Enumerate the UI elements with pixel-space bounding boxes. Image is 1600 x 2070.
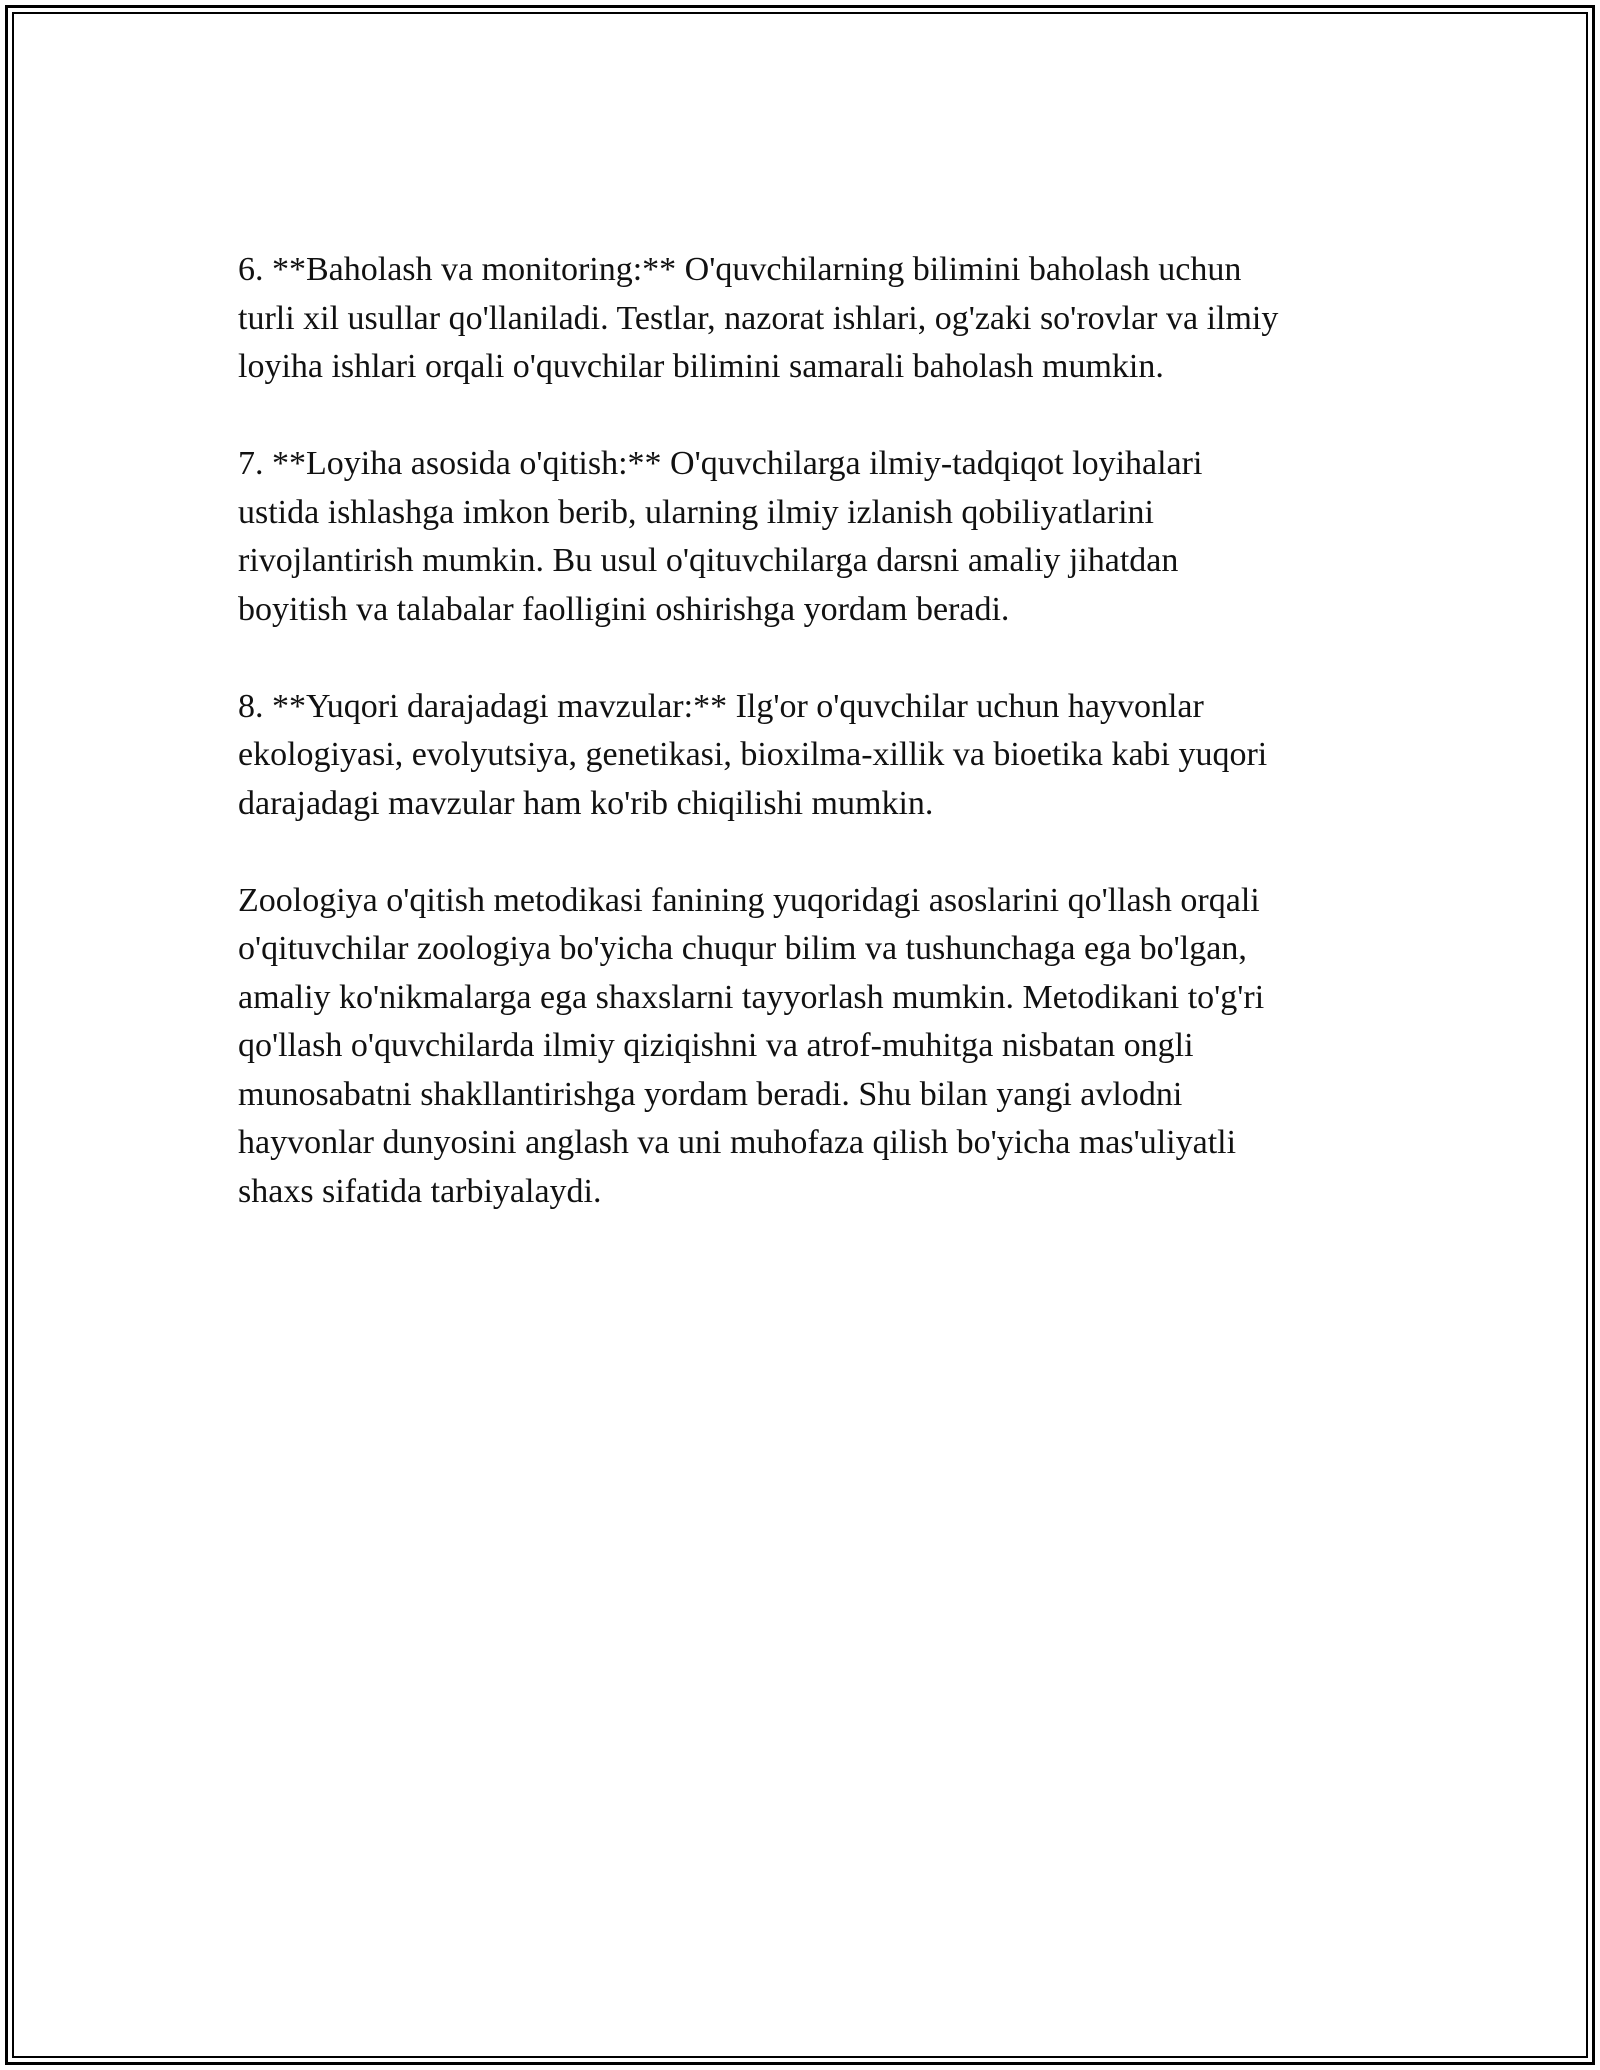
text-line: 7. **Loyiha asosida o'qitish:** O'quvchilarga ilmiy-tadqiqot loyihalari	[238, 445, 1203, 482]
paragraph-loyiha-asosida-oqitish	[238, 440, 1398, 634]
text-line: turli xil usullar qo'llaniladi. Testlar, nazorat ishlari, og'zaki so'rovlar va ilmiy	[238, 299, 1279, 337]
text-line: ekologiyasi, evolyutsiya, genetikasi, bioxilma-xillik va bioetika kabi yuqori	[238, 736, 1268, 773]
page-border-inner	[12, 12, 1588, 2058]
text-line: 6. **Baholash va monitoring:** O'quvchilarning bilimini baholash uchun	[238, 251, 1242, 288]
text-line: o'qituvchilar zoologiya bo'yicha chuqur bilim va tushunchaga ega bo'lgan,	[238, 930, 1247, 967]
text-line: munosabatni shakllantirishga yordam beradi. Shu bilan yangi avlodni	[238, 1075, 1183, 1113]
text-line: amaliy ko'nikmalarga ega shaxslarni tayyorlash mumkin. Metodikani to'g'ri	[238, 978, 1265, 1016]
document-body	[238, 246, 1398, 1265]
text-line: ustida ishlashga imkon berib, ularning ilmiy izlanish qobiliyatlarini	[238, 493, 1154, 531]
text-line: darajadagi mavzular ham ko'rib chiqilishi mumkin.	[238, 784, 934, 822]
page-border-outer	[5, 5, 1595, 2065]
text-line: Zoologiya o'qitish metodikasi fanining yuqoridagi asoslarini qo'llash orqali	[238, 881, 1260, 919]
paragraph-baholash-va-monitoring	[238, 246, 1398, 392]
paragraph-conclusion	[238, 877, 1398, 1217]
paragraph-yuqori-darajadagi-mavzular	[238, 683, 1398, 829]
text-line: rivojlantirish mumkin. Bu usul o'qituvchilarga darsni amaliy jihatdan	[238, 542, 1179, 579]
text-line: shaxs sifatida tarbiyalaydi.	[238, 1172, 602, 1210]
text-line: hayvonlar dunyosini anglash va uni muhofaza qilish bo'yicha mas'uliyatli	[238, 1124, 1237, 1161]
text-line: qo'llash o'quvchilarda ilmiy qiziqishni va atrof-muhitga nisbatan ongli	[238, 1027, 1194, 1064]
text-line: 8. **Yuqori darajadagi mavzular:** Ilg'or o'quvchilar uchun hayvonlar	[238, 687, 1204, 725]
text-line: loyiha ishlari orqali o'quvchilar bilimini samarali baholash mumkin.	[238, 348, 1164, 385]
text-line: boyitish va talabalar faolligini oshirishga yordam beradi.	[238, 590, 1010, 628]
